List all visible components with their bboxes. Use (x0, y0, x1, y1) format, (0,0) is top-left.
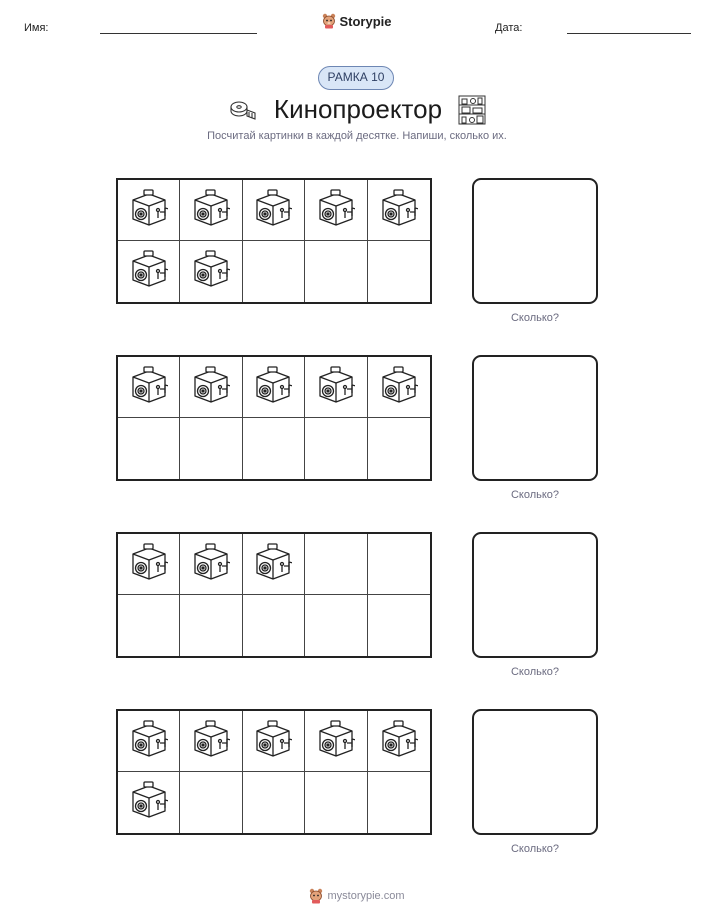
film-projector-icon (130, 188, 168, 233)
film-projector-icon (380, 365, 418, 410)
ten-frame-cell (368, 357, 430, 418)
film-projector-icon (192, 249, 230, 294)
film-projector-icon (130, 719, 168, 764)
ten-frame-cell (243, 180, 305, 241)
ten-frame-cell (243, 772, 305, 833)
film-projector-icon (317, 719, 355, 764)
film-projector-icon (130, 780, 168, 825)
ten-frame-cell (368, 241, 430, 302)
ten-frame (116, 532, 432, 658)
film-projector-icon (192, 365, 230, 410)
ten-frame-cell (368, 711, 430, 772)
storypie-mascot-icon (309, 888, 323, 904)
ten-frame-cell (180, 180, 242, 241)
ten-frame-cell (180, 241, 242, 302)
film-projector-icon (192, 188, 230, 233)
ten-frame-cell (368, 418, 430, 479)
ten-frame-cell (118, 180, 180, 241)
brand-name: Storypie (339, 13, 392, 29)
film-projector-icon (130, 249, 168, 294)
answer-box[interactable] (472, 355, 598, 481)
ten-frame-cell (118, 241, 180, 302)
ten-frame-cell (180, 418, 242, 479)
film-projector-icon (254, 188, 292, 233)
how-many-label: Сколько? (510, 312, 560, 324)
ten-frame-cell (180, 772, 242, 833)
ten-frame-cell (305, 418, 367, 479)
ten-frame (116, 709, 432, 835)
ten-frame-cell (243, 711, 305, 772)
ten-frame-cell (118, 357, 180, 418)
ten-frame-cell (118, 711, 180, 772)
answer-box[interactable] (472, 532, 598, 658)
ten-frame-cell (305, 711, 367, 772)
footer (0, 888, 714, 907)
name-line[interactable] (100, 33, 257, 34)
ten-frame-cell (305, 772, 367, 833)
film-reel-icon (228, 97, 258, 123)
ten-frame-cell (305, 595, 367, 656)
film-projector-icon (380, 188, 418, 233)
ten-frame-cell (118, 772, 180, 833)
ten-frame (116, 355, 432, 481)
film-projector-icon (317, 188, 355, 233)
storypie-mascot-icon (322, 13, 336, 29)
film-projector-icon (254, 365, 292, 410)
film-projector-icon (192, 542, 230, 587)
ten-frame-cell (243, 357, 305, 418)
date-label: Дата: (495, 22, 523, 34)
ten-frame-cell (305, 180, 367, 241)
film-projector-icon (254, 542, 292, 587)
how-many-label: Сколько? (510, 489, 560, 501)
ten-frame-cell (180, 357, 242, 418)
frame-badge: РАМКА 10 (318, 66, 394, 90)
ten-frame-cell (243, 595, 305, 656)
brand-logo (0, 13, 714, 32)
ten-frame-cell (243, 241, 305, 302)
ten-frame-cell (243, 534, 305, 595)
ten-frame-cell (305, 357, 367, 418)
equipment-shelf-icon (458, 95, 486, 125)
ten-frame-cell (180, 595, 242, 656)
ten-frame-cell (368, 772, 430, 833)
ten-frame-cell (368, 534, 430, 595)
film-projector-icon (130, 542, 168, 587)
name-label: Имя: (24, 22, 49, 34)
answer-box[interactable] (472, 178, 598, 304)
film-projector-icon (254, 719, 292, 764)
ten-frame-cell (180, 534, 242, 595)
ten-frame-cell (118, 418, 180, 479)
ten-frame-cell (368, 595, 430, 656)
film-projector-icon (130, 365, 168, 410)
film-projector-icon (192, 719, 230, 764)
ten-frame-cell (118, 595, 180, 656)
film-projector-icon (380, 719, 418, 764)
instructions: Посчитай картинки в каждой десятке. Напиши, сколько их. (207, 130, 507, 142)
answer-box[interactable] (472, 709, 598, 835)
ten-frame (116, 178, 432, 304)
ten-frame-cell (305, 241, 367, 302)
ten-frame-cell (118, 534, 180, 595)
title-row (0, 94, 714, 130)
how-many-label: Сколько? (510, 666, 560, 678)
how-many-label: Сколько? (510, 843, 560, 855)
ten-frame-cell (180, 711, 242, 772)
ten-frame-cell (243, 418, 305, 479)
ten-frame-cell (305, 534, 367, 595)
date-line[interactable] (567, 33, 691, 34)
film-projector-icon (317, 365, 355, 410)
page-title: Кинопроектор (273, 94, 443, 124)
ten-frame-cell (368, 180, 430, 241)
footer-url[interactable]: mystorypie.com (327, 890, 405, 902)
